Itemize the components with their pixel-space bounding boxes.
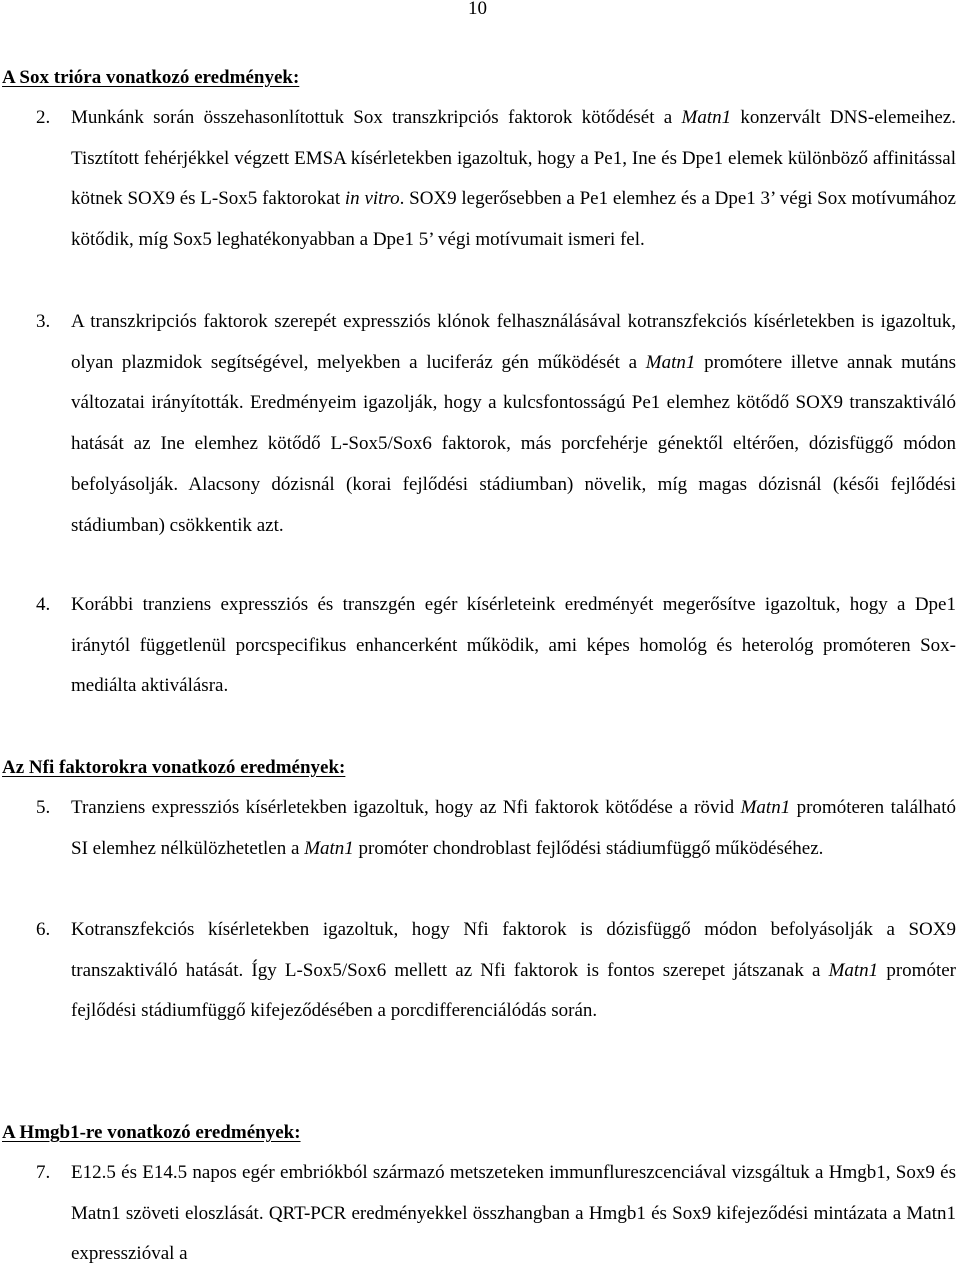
italic-term: Matn1 xyxy=(828,959,879,981)
list-item xyxy=(36,98,956,261)
item-number: 7. xyxy=(36,1162,51,1183)
italic-term: Matn1 xyxy=(740,797,791,818)
item-text xyxy=(71,585,956,707)
list-item xyxy=(36,1153,956,1275)
italic-term: in vitro xyxy=(344,188,400,210)
text-run: promóter fejlődési stádiumfüggő kifejeződésében a porcdifferenciálódás során. xyxy=(71,959,956,1022)
item-number: 2. xyxy=(36,107,51,128)
italic-term: Matn1 xyxy=(681,107,732,128)
item-text xyxy=(71,788,956,869)
text-run: Munkánk során összehasonlítottuk Sox transzkripciós faktorok kötődését a xyxy=(71,107,682,128)
text-run: Kotranszfekciós kísérletekben igazoltuk, hogy Nfi faktorok is dózisfüggő módon befolyásolják a SOX9 transzaktiváló hatását. Így L-Sox5/Sox6 mellett az Nfi faktorok is fontos szerepet játszanak a xyxy=(71,919,956,981)
text-run: Korábbi tranziens expressziós és transzgén egér kísérleteink eredményét megerősítve igazoltuk, hogy a Dpe1 iránytól függetlenül porcspecifikus enhancerként működik, ami képes homológ és heterológ promóteren Sox-mediálta aktiválásra. xyxy=(71,594,956,697)
item-number: 5. xyxy=(36,797,51,818)
list-item xyxy=(36,302,956,546)
page-number: 10 xyxy=(468,0,487,19)
list-item xyxy=(36,585,956,707)
text-run: Tranziens expressziós kísérletekben igazoltuk, hogy az Nfi faktorok kötődése a rövid xyxy=(71,797,741,818)
list-item xyxy=(36,910,956,1032)
item-text xyxy=(71,910,956,1032)
section-heading: Az Nfi faktorokra vonatkozó eredmények: xyxy=(2,757,346,778)
item-text xyxy=(71,98,956,261)
item-number: 6. xyxy=(36,919,51,940)
text-run: konzervált DNS-elemeihez. Tisztított fehérjékkel végzett EMSA kísérletekben igazoltuk, hogy a Pe1, Ine és Dpe1 elemek különböző affinitással kötnek SOX9 és L-Sox5 faktorokat xyxy=(71,107,956,210)
text-run: promóteren található SI elemhez nélkülözhetetlen a xyxy=(71,797,956,859)
item-number: 3. xyxy=(36,311,51,332)
text-run: . SOX9 legerősebben a Pe1 elemhez és a Dpe1 3’ végi Sox motívumához kötődik, míg Sox5 leghatékonyabban a Dpe1 5’ végi motívumait ismeri fel. xyxy=(71,188,956,251)
item-text xyxy=(71,1153,956,1275)
section-heading: A Hmgb1-re vonatkozó eredmények: xyxy=(2,1122,301,1143)
text-run: promóter chondroblast fejlődési stádiumfüggő működéséhez. xyxy=(353,837,824,859)
italic-term: Matn1 xyxy=(645,351,696,373)
list-item xyxy=(36,788,956,869)
text-run: promótere illetve annak mutáns változatai irányították. Eredményeim igazolják, hogy a kulcsfontosságú Pe1 elemhez kötődő SOX9 transzaktiváló hatását az Ine elemhez kötődő L-Sox5/Sox6 faktorok, más porcfehérje génektől eltérően, dózisfüggő módon befolyásolják. Alacsony dózisnál (korai fejlődési stádiumban) növelik, míg magas dózisnál (késői fejlődési stádiumban) csökkentik azt. xyxy=(71,351,956,536)
italic-term: Matn1 xyxy=(304,837,354,859)
text-run: E12.5 és E14.5 napos egér embriókból származó metszeteken immunflureszcenciával vizsgáltuk a Hmgb1, Sox9 és Matn1 szöveti eloszlását. QRT-PCR eredményekkel összhangban a Hmgb1 és Sox9 kifejeződési mintázata a Matn1 expresszióval a xyxy=(71,1162,956,1265)
item-text xyxy=(71,302,956,546)
section-heading: A Sox trióra vonatkozó eredmények: xyxy=(2,67,300,88)
text-run: A transzkripciós faktorok szerepét expressziós klónok felhasználásával kotranszfekciós kísérletekben is igazoltuk, olyan plazmidok segítségével, melyekben a luciferáz gén működését a xyxy=(71,311,956,373)
item-number: 4. xyxy=(36,594,51,615)
